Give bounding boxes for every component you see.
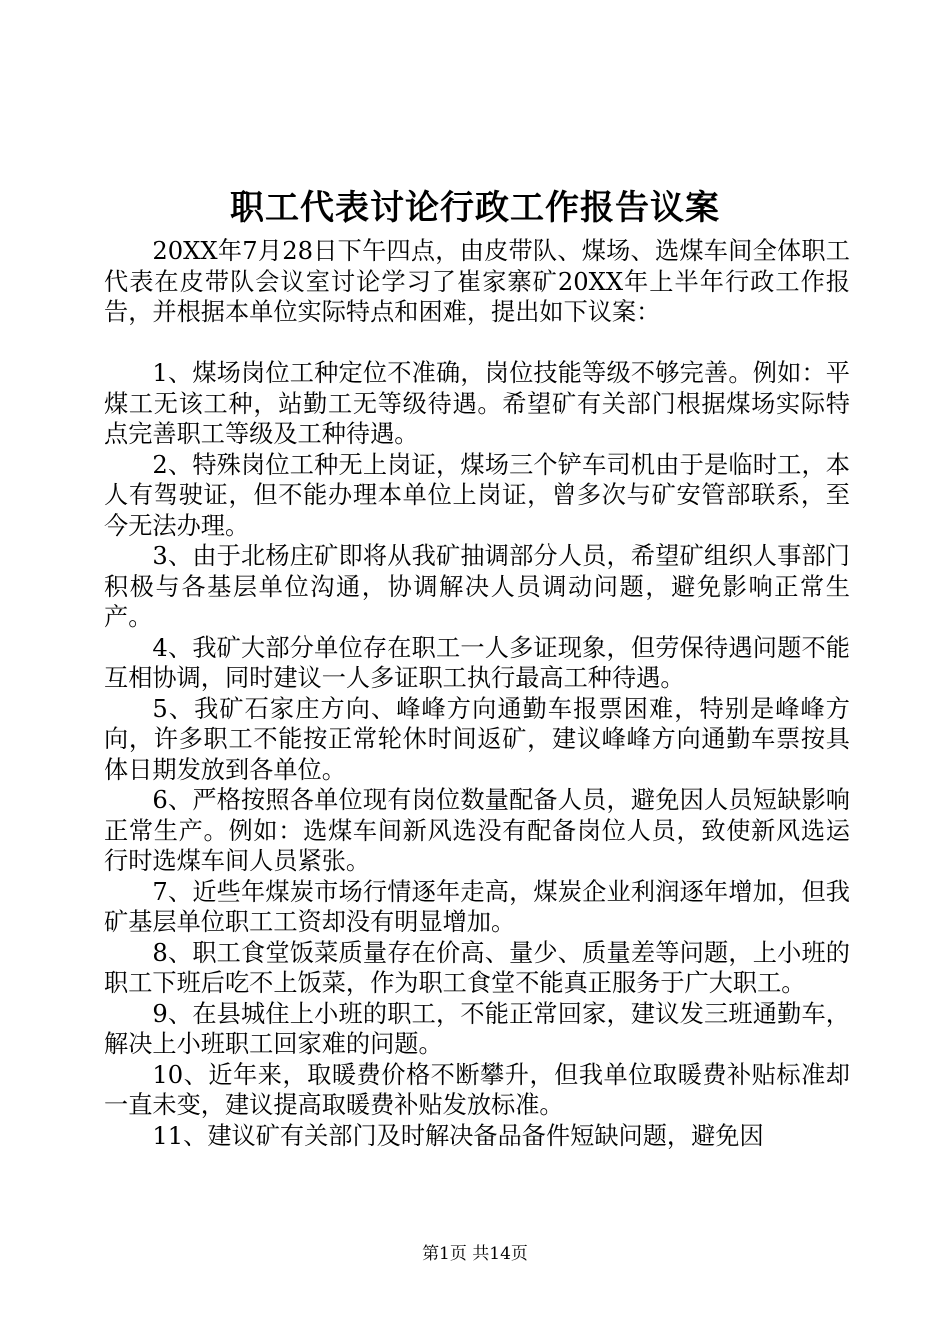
proposal-item-6: 6、严格按照各单位现有岗位数量配备人员，避免因人员短缺影响正常生产。例如：选煤车间新风选没有配备岗位人员，致使新风选运行时选煤车间人员紧张。 xyxy=(104,786,850,875)
document-title: 职工代表讨论行政工作报告议案 xyxy=(230,188,720,228)
intro-paragraph: 20XX年7月28日下午四点，由皮带队、煤场、选煤车间全体职工代表在皮带队会议室讨论学习了崔家寨矿20XX年上半年行政工作报告，并根据本单位实际特点和困难，提出如下议案： xyxy=(104,237,850,326)
proposal-item-11: 11、建议矿有关部门及时解决备品备件短缺问题，避免因 xyxy=(152,1121,764,1150)
proposal-item-8: 8、职工食堂饭菜质量存在价高、量少、质量差等问题，上小班的职工下班后吃不上饭菜，作为职工食堂不能真正服务于广大职工。 xyxy=(104,938,850,997)
proposal-item-3: 3、由于北杨庄矿即将从我矿抽调部分人员，希望矿组织人事部门积极与各基层单位沟通，协调解决人员调动问题，避免影响正常生产。 xyxy=(104,542,850,631)
proposal-item-2: 2、特殊岗位工种无上岗证，煤场三个铲车司机由于是临时工，本人有驾驶证，但不能办理本单位上岗证，曾多次与矿安管部联系，至今无法办理。 xyxy=(104,450,850,540)
proposal-item-4: 4、我矿大部分单位存在职工一人多证现象，但劳保待遇问题不能互相协调，同时建议一人多证职工执行最高工种待遇。 xyxy=(104,633,850,692)
page-number-footer: 第1页 共14页 xyxy=(422,1244,528,1264)
proposal-item-1: 1、煤场岗位工种定位不准确，岗位技能等级不够完善。例如：平煤工无该工种，站勤工无等级待遇。希望矿有关部门根据煤场实际特点完善职工等级及工种待遇。 xyxy=(104,359,850,448)
proposal-item-10: 10、近年来，取暖费价格不断攀升，但我单位取暖费补贴标准却一直未变，建议提高取暖费补贴发放标准。 xyxy=(104,1060,850,1119)
proposal-item-7: 7、近些年煤炭市场行情逐年走高，煤炭企业利润逐年增加，但我矿基层单位职工工资却没有明显增加。 xyxy=(104,877,850,936)
proposal-item-5: 5、我矿石家庄方向、峰峰方向通勤车报票困难，特别是峰峰方向，许多职工不能按正常轮休时间返矿，建议峰峰方向通勤车票按具体日期发放到各单位。 xyxy=(104,694,850,784)
proposal-item-9: 9、在县城住上小班的职工，不能正常回家，建议发三班通勤车，解决上小班职工回家难的问题。 xyxy=(104,999,850,1058)
document-body xyxy=(104,236,850,1151)
